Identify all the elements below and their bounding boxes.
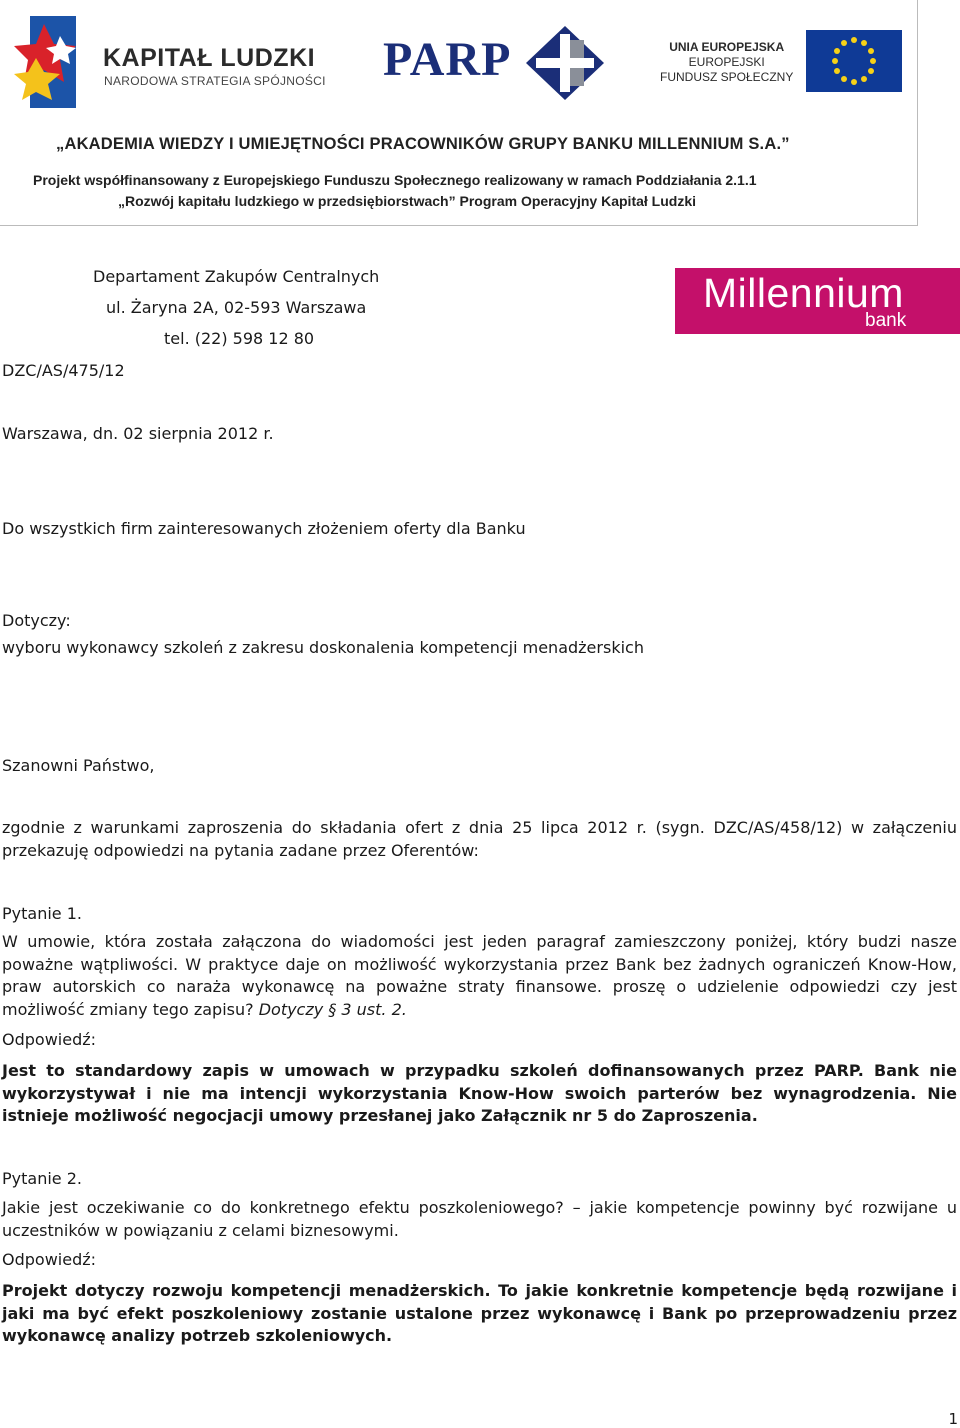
sender-phone: tel. (22) 598 12 80 xyxy=(164,329,315,348)
question-2-text: Jakie jest oczekiwanie co do konkretnego efektu poszkoleniowego? – jakie kompetencje powinny być rozwijane u uczestników w powiązaniu z celami biznesowymi. xyxy=(2,1198,957,1240)
sender-department: Departament Zakupów Centralnych xyxy=(93,267,380,286)
question-1-reference: Dotyczy § 3 ust. 2. xyxy=(258,999,407,1019)
kapital-ludzki-logo-icon xyxy=(14,14,86,110)
header-banner xyxy=(0,0,918,226)
millennium-logo-bank: bank xyxy=(865,310,907,331)
question-1-label: Pytanie 1. xyxy=(2,904,82,923)
millennium-bank-logo xyxy=(675,268,960,334)
eu-fund-text xyxy=(660,40,793,85)
subject-text: wyboru wykonawcy szkoleń z zakresu doskonalenia kompetencji menadżerskich xyxy=(2,638,644,657)
subject-label: Dotyczy: xyxy=(2,611,71,630)
kapital-ludzki-title: KAPITAŁ LUDZKI xyxy=(103,44,316,72)
answer-1-label: Odpowiedź: xyxy=(2,1030,97,1049)
eu-flag-icon xyxy=(806,30,902,92)
project-program-line: „Rozwój kapitału ludzkiego w przedsiębiorstwach” Program Operacyjny Kapitał Ludzki xyxy=(118,193,697,209)
eu-social-fund-label: FUNDUSZ SPOŁECZNY xyxy=(660,70,794,84)
reference-number: DZC/AS/475/12 xyxy=(2,361,125,380)
question-2-label: Pytanie 2. xyxy=(2,1169,82,1188)
salutation: Szanowni Państwo, xyxy=(2,756,155,775)
millennium-logo-word: Millennium xyxy=(703,270,904,316)
project-title: „AKADEMIA WIEDZY I UMIEJĘTNOŚCI PRACOWNIKÓW GRUPY BANKU MILLENNIUM S.A.” xyxy=(56,135,790,153)
kapital-ludzki-subtitle: NARODOWA STRATEGIA SPÓJNOŚCI xyxy=(104,74,326,88)
answer-2-label: Odpowiedź: xyxy=(2,1250,97,1269)
parp-logo-text: PARP xyxy=(383,33,512,86)
recipient: Do wszystkich firm zainteresowanych złożeniem oferty dla Banku xyxy=(2,519,526,538)
intro-paragraph: zgodnie z warunkami zaproszenia do składania ofert z dnia 25 lipca 2012 r. (sygn. DZC/AS/458/12) w załączeniu przekazuję odpowiedzi na pytania zadane przez Oferentów: xyxy=(2,818,957,860)
question-1-body: W umowie, która została załączona do wiadomości jest jeden paragraf zamieszczony poniżej, który budzi nasze poważne wątpliwości. W praktyce daje on możliwość wykorzystania przez Bank bez żadnych ograniczeń Know-How, praw autorskich co naraża wykonawcę na poważne straty finansowe. proszę o udzielenie odpowiedzi czy jest możliwość zmiany tego zapisu? xyxy=(2,932,957,1019)
sender-address: ul. Żaryna 2A, 02-593 Warszawa xyxy=(106,298,367,317)
question-1-text xyxy=(2,931,957,1021)
answer-1-text: Jest to standardowy zapis w umowach w przypadku szkoleń dofinansowanych przez PARP. Bank nie wykorzystywał i nie ma intencji wykorzystania Know-How swoich parterów bez wynagrodzenia. Nie istnieje możliwość negocjacji umowy przesłanej jako Załącznik nr 5 do Zaproszenia. xyxy=(2,1061,957,1125)
place-date: Warszawa, dn. 02 sierpnia 2012 r. xyxy=(2,424,274,443)
page-number: 1 xyxy=(948,1410,958,1428)
parp-logo-icon xyxy=(524,24,606,102)
eu-union-label: UNIA EUROPEJSKA xyxy=(669,40,785,54)
project-cofinancing-line: Projekt współfinansowany z Europejskiego Funduszu Społecznego realizowany w ramach Poddziałania 2.1.1 xyxy=(33,172,757,188)
answer-2-text: Projekt dotyczy rozwoju kompetencji menadżerskich. To jakie konkretnie kompetencje będą rozwijane i jaki ma być efekt poszkoleniowy zostanie ustalone przez wykonawcę i Bank po przeprowadzeniu przez wykonawcę analizy potrzeb szkoleniowych. xyxy=(2,1281,957,1345)
eu-european-label: EUROPEJSKI xyxy=(688,55,765,69)
